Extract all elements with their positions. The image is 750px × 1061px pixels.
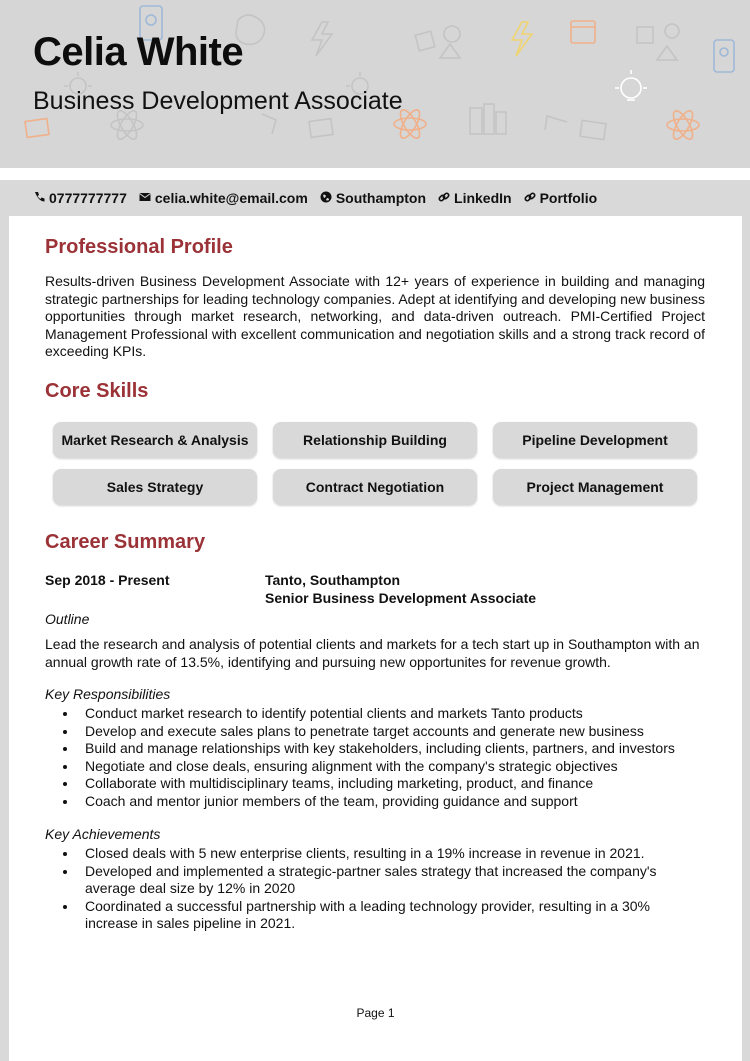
job-role: Senior Business Development Associate bbox=[265, 590, 537, 606]
contact-bar bbox=[0, 180, 750, 216]
list-item: Develop and execute sales plans to penetrate target accounts and generate new business bbox=[45, 723, 705, 741]
book-doodle-icon bbox=[25, 119, 49, 138]
job-title: Business Development Associate bbox=[33, 87, 403, 115]
phone-icon bbox=[33, 190, 45, 206]
job-company: Tanto, Southampton bbox=[265, 572, 401, 588]
contact-linkedin[interactable] bbox=[438, 190, 512, 206]
responsibilities-list bbox=[45, 705, 705, 811]
resume-body bbox=[9, 216, 742, 1061]
contact-location-text: Southampton bbox=[335, 190, 427, 206]
link-icon bbox=[438, 190, 450, 206]
skill-badge: Pipeline Development bbox=[493, 422, 697, 458]
list-item: Closed deals with 5 new enterprise clients, resulting in a 19% increase in revenue in 2021. bbox=[45, 845, 705, 863]
contact-phone-text: 0777777777 bbox=[49, 190, 127, 206]
skill-badge: Market Research & Analysis bbox=[53, 422, 257, 458]
list-item: Conduct market research to identify potential clients and markets Tanto products bbox=[45, 705, 705, 723]
city-doodle-icon bbox=[470, 104, 506, 134]
lightning-doodle-icon bbox=[512, 22, 532, 56]
profile-heading: Professional Profile bbox=[45, 236, 233, 258]
skill-badge: Sales Strategy bbox=[53, 469, 257, 505]
decorative-icons-background bbox=[0, 0, 750, 168]
lightbulb-doodle-icon bbox=[615, 70, 647, 100]
envelope-icon bbox=[139, 190, 151, 206]
contact-linkedin-text: LinkedIn bbox=[454, 190, 512, 206]
book-doodle-icon bbox=[309, 119, 333, 138]
skill-badge: Relationship Building bbox=[273, 422, 477, 458]
skill-badge: Contract Negotiation bbox=[273, 469, 477, 505]
corner-doodle-icon bbox=[262, 114, 567, 134]
contact-portfolio-text: Portfolio bbox=[539, 190, 598, 206]
job-dates: Sep 2018 - Present bbox=[45, 572, 170, 588]
skills-heading: Core Skills bbox=[45, 380, 149, 402]
contact-email[interactable] bbox=[139, 190, 308, 206]
achievements-label: Key Achievements bbox=[45, 826, 161, 842]
profile-text: Results-driven Business Development Associate with 12+ years of experience in building and managing strategic partnerships for leading technology companies. Adept at identifying and developing new business opportunities through market research, networking, and data-driven outreach. PMI-Certified Project Management Professional with excellent communication and negotiation skills and a strong track record of exceeding KPIs. bbox=[45, 273, 705, 360]
atom-doodle-icon bbox=[667, 108, 699, 142]
list-item: Coach and mentor junior members of the team, providing guidance and support bbox=[45, 793, 705, 811]
responsibilities-label: Key Responsibilities bbox=[45, 686, 171, 702]
list-item: Build and manage relationships with key stakeholders, including clients, partners, and investors bbox=[45, 740, 705, 758]
list-item: Collaborate with multidisciplinary teams, including marketing, product, and finance bbox=[45, 775, 705, 793]
shapes-doodle-icon bbox=[637, 24, 679, 60]
phone-doodle-icon bbox=[714, 40, 734, 72]
contact-location bbox=[320, 190, 426, 206]
list-item: Negotiate and close deals, ensuring alignment with the company's strategic objectives bbox=[45, 758, 705, 776]
shapes-doodle-icon bbox=[415, 26, 460, 58]
book-doodle-icon bbox=[580, 120, 606, 139]
page-number: Page 1 bbox=[356, 1006, 395, 1020]
skill-badge: Project Management bbox=[493, 469, 697, 505]
contact-portfolio[interactable] bbox=[524, 190, 598, 206]
resume-header bbox=[0, 0, 750, 168]
lightning-doodle-icon bbox=[312, 22, 332, 56]
list-item: Coordinated a successful partnership with a leading technology provider, resulting in a 30% increase in sales pipeline in 2021. bbox=[45, 898, 705, 933]
link-icon bbox=[524, 190, 536, 206]
header-divider bbox=[0, 168, 750, 180]
contact-email-text: celia.white@email.com bbox=[154, 190, 308, 206]
skills-grid bbox=[53, 422, 697, 505]
code-window-doodle-icon bbox=[571, 21, 595, 43]
outline-label: Outline bbox=[45, 611, 90, 627]
globe-icon bbox=[320, 190, 332, 206]
contact-phone[interactable] bbox=[33, 190, 127, 206]
achievements-list bbox=[45, 845, 705, 933]
outline-text: Lead the research and analysis of potential clients and markets for a tech start up in Southampton with an annual growth rate of 13.5%, identifying and pursuing new opportunites for revenue growth. bbox=[45, 636, 700, 670]
candidate-name: Celia White bbox=[33, 30, 244, 74]
career-heading: Career Summary bbox=[45, 531, 206, 553]
list-item: Developed and implemented a strategic-partner sales strategy that increased the company's average deal size by 12% in 2020 bbox=[45, 863, 705, 898]
